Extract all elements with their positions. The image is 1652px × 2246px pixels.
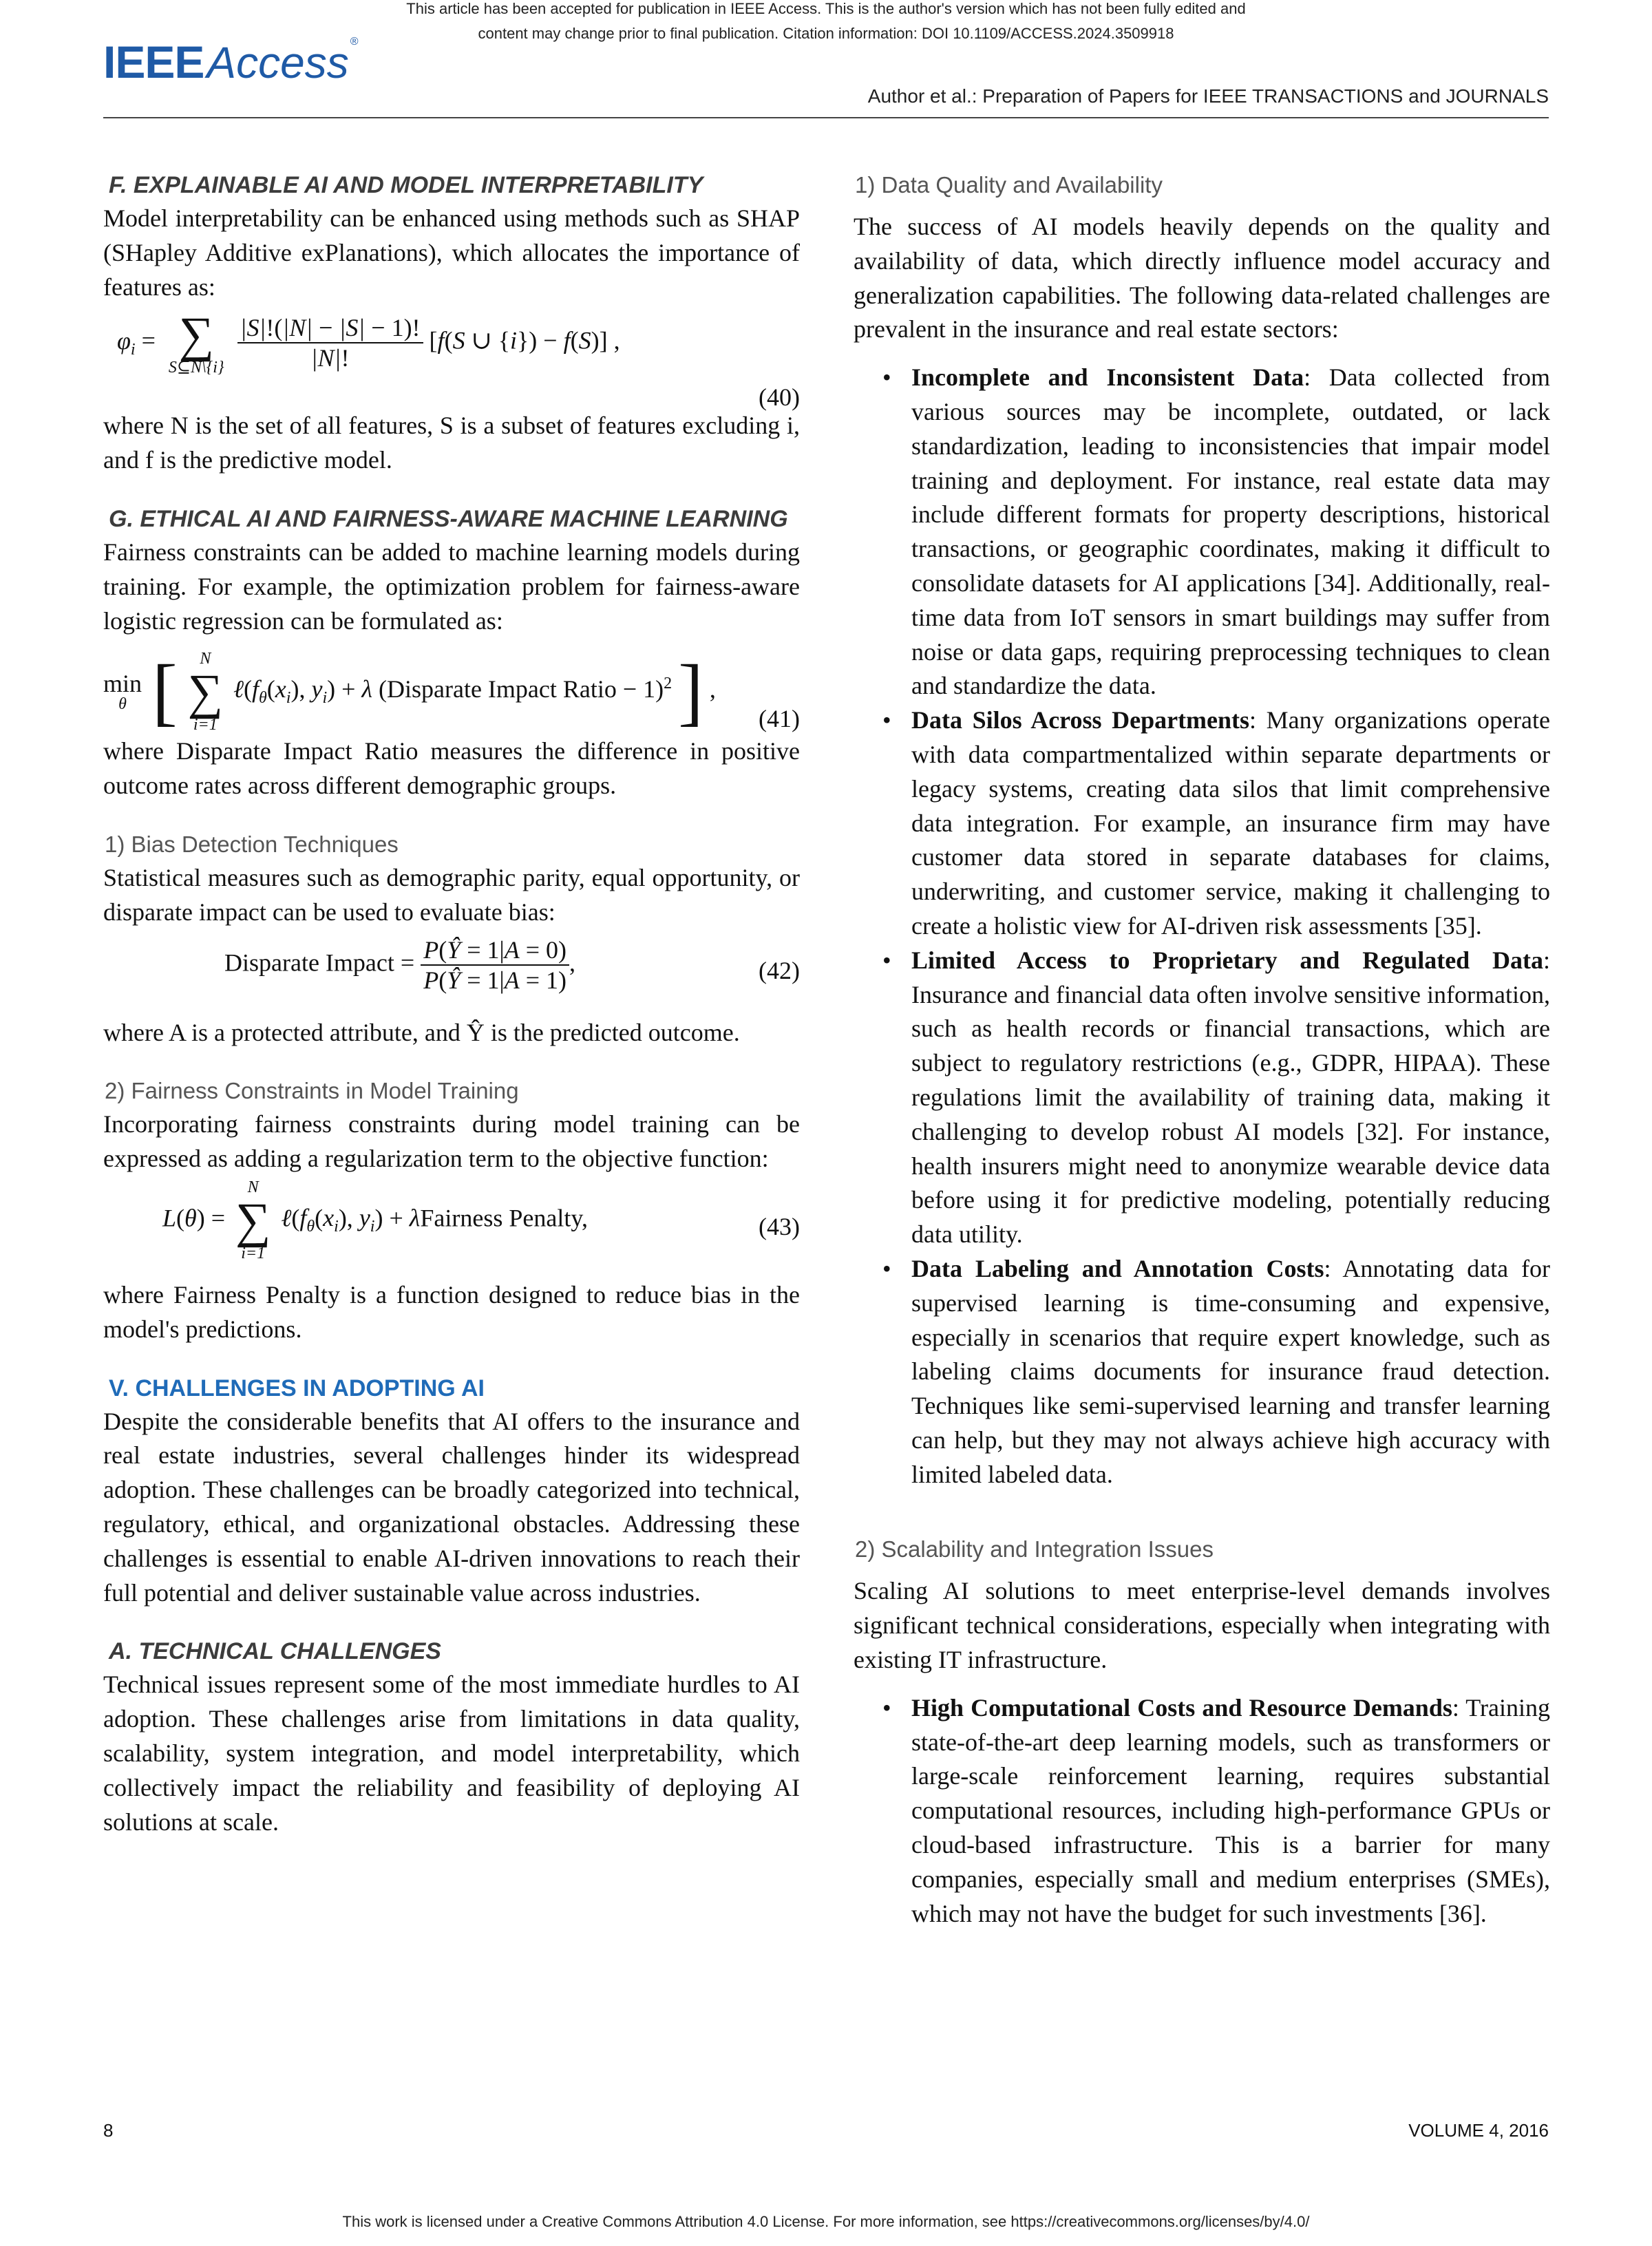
data-quality-bullet-list	[854, 361, 1550, 1492]
bullet-term: High Computational Costs and Resource Demands	[911, 1693, 1452, 1721]
bullet-text: : Insurance and financial data often involve sensitive information, such as health records or financial transactions, which are subject to regulatory restrictions (e.g., GDPR, HIPAA). These regulations limit the availability of training data, making it challenging to develop robust AI models [32]. For instance, health insurers might need to anonymize wearable device data before using it for predictive modeling, potentially reducing data utility.	[911, 946, 1550, 1249]
equation-42-number: (42)	[759, 956, 800, 984]
acceptance-banner-line2: content may change prior to final publication. Citation information: DOI 10.1109/ACCESS.2024.3509918	[478, 25, 1174, 42]
equation-43: L(θ) = N ∑ i=1 $\ell(f_\theta(x_i)$, $y_i$) + λFairness Penalty, (43)	[162, 1178, 800, 1262]
scalability-bullet-list	[854, 1691, 1550, 1931]
equation-43-number: (43)	[759, 1212, 800, 1240]
logo-access-text: Access	[206, 38, 349, 87]
running-head: Author et al.: Preparation of Papers for IEEE TRANSACTIONS and JOURNALS	[867, 85, 1549, 107]
section-f-heading: F. EXPLAINABLE AI AND MODEL INTERPRETABILITY	[109, 172, 703, 198]
section-a-heading: A. TECHNICAL CHALLENGES	[109, 1638, 441, 1665]
equation-42: Disparate Impact = $\frac{P(Ŷ = 1|A = 0)}{P(Ŷ = 1|A = 1)}$ , (42)	[224, 935, 800, 994]
subsection-fairness-constraints-paragraph-1: Incorporating fairness constraints during model training can be expressed as adding a regularization term to the objective function:	[103, 1110, 800, 1173]
section-g-paragraph-1: Fairness constraints can be added to machine learning models during training. For example, the optimization problem for fairness-aware logistic regression can be formulated as:	[103, 538, 800, 635]
volume-label: VOLUME 4, 2016	[1408, 2120, 1549, 2141]
section-v-heading: V. CHALLENGES IN ADOPTING AI	[109, 1375, 485, 1401]
subsection-bias-detection-paragraph-2: where A is a protected attribute, and Ŷ is the predicted outcome.	[103, 1018, 740, 1046]
bullet-text: : Annotating data for supervised learning is time-consuming and expensive, especially in scenarios that require expert knowledge, such as labeling claims documents for insurance fraud detection. Techniques like semi-supervised learning and transfer learning can help, but they may not always achieve high accuracy with limited labeled data.	[911, 1254, 1550, 1488]
list-item	[911, 361, 1550, 703]
page-number: 8	[103, 2120, 114, 2141]
bullet-text: : Data collected from various sources may be incomplete, outdated, or lack standardization, leading to inconsistencies that impair model training and deployment. For instance, real estate data may include different formats for property descriptions, historical transactions, or geographic coordinates, making it difficult to consolidate datasets for AI applications [34]. Additionally, real-time data from IoT sensors in smart buildings may suffer from noise or data gaps, requiring preprocessing techniques to clean and standardize the data.	[911, 363, 1551, 700]
list-item	[911, 944, 1550, 1252]
subsection-bias-detection-paragraph-1: Statistical measures such as demographic parity, equal opportunity, or disparate impact can be used to evaluate bias:	[103, 863, 800, 926]
equation-40-number: (40)	[759, 383, 800, 412]
bullet-term: Data Labeling and Annotation Costs	[911, 1254, 1324, 1282]
logo-trademark: ®	[350, 36, 359, 47]
subsection-bias-detection-heading: 1) Bias Detection Techniques	[105, 831, 399, 857]
list-item	[911, 1252, 1550, 1492]
section-g-heading: G. ETHICAL AI AND FAIRNESS-AWARE MACHINE LEARNING	[109, 505, 788, 532]
subsection-data-quality-heading: 1) Data Quality and Availability	[855, 172, 1163, 198]
ieee-access-logo	[103, 36, 358, 85]
equation-40: $\varphi_i$ = ∑ S⊆N\{i} $\frac{|S|!(|N| - |S| - 1)!}{|N|!}$ [f(S ∪ {i}) − f(S)] , (40)	[117, 307, 800, 412]
section-f-paragraph-2: where N is the set of all features, S is a subset of features excluding i, and f is the predictive model.	[103, 412, 800, 474]
equation-41: min θ [ N ∑ i=1 $\ell(f_\theta(x_i)$, $y_i) + \lambda$ (Disparate Impact Ratio − 1)$^2$ ] , (41)	[103, 649, 800, 734]
logo-ieee-text: IEEE	[103, 36, 204, 87]
subsection-scalability-heading: 2) Scalability and Integration Issues	[855, 1536, 1214, 1562]
bullet-term: Incomplete and Inconsistent Data	[911, 363, 1304, 392]
right-column	[854, 169, 1550, 1931]
section-g-paragraph-2: where Disparate Impact Ratio measures the difference in positive outcome rates across different demographic groups.	[103, 737, 800, 800]
header-rule	[103, 117, 1549, 118]
equation-41-number: (41)	[759, 705, 800, 733]
subsection-data-quality-paragraph-1: The success of AI models heavily depends on the quality and availability of data, which directly influence model accuracy and generalization capabilities. The following data-related challenges are prevalent in the insurance and real estate sectors:	[854, 213, 1550, 343]
subsection-fairness-constraints-heading: 2) Fairness Constraints in Model Training	[105, 1078, 519, 1104]
subsection-scalability-paragraph-1: Scaling AI solutions to meet enterprise-level demands involves significant technical considerations, especially when integrating with existing IT infrastructure.	[854, 1577, 1550, 1674]
subsection-fairness-constraints-paragraph-2: where Fairness Penalty is a function designed to reduce bias in the model's predictions.	[103, 1280, 800, 1343]
list-item	[911, 703, 1550, 944]
section-f-paragraph-1: Model interpretability can be enhanced using methods such as SHAP (SHapley Additive exPlanations), which allocates the importance of features as:	[103, 204, 800, 301]
left-column	[103, 169, 800, 1839]
bullet-text: : Training state-of-the-art deep learning models, such as transformers or large-scale reinforcement learning, requires substantial computational resources, including high-performance GPUs or cloud-based infrastructure. This is a barrier for many companies, especially small and medium enterprises (SMEs), which may not have the budget for such investments [36].	[911, 1693, 1550, 1927]
bullet-text: : Many organizations operate with data compartmentalized within separate departments or legacy systems, creating data silos that limit comprehensive data integration. For example, an insurance firm may have customer data stored in separate databases for claims, underwriting, and customer service, making it challenging to create a holistic view for AI-driven risk assessments [35].	[911, 706, 1550, 940]
acceptance-banner-line1: This article has been accepted for publication in IEEE Access. This is the author's version which has not been fully edited and	[406, 0, 1246, 17]
license-footer: This work is licensed under a Creative Commons Attribution 4.0 License. For more information, see https://creativecommons.org/licenses/by/4.0/	[342, 2213, 1310, 2230]
bullet-term: Limited Access to Proprietary and Regulated Data	[911, 946, 1543, 974]
bullet-term: Data Silos Across Departments	[911, 706, 1250, 734]
list-item	[911, 1691, 1550, 1931]
section-v-paragraph-1: Despite the considerable benefits that AI offers to the insurance and real estate industries, several challenges hinder its widespread adoption. These challenges can be broadly categorized into technical, regulatory, ethical, and organizational obstacles. Addressing these challenges is essential to enable AI-driven innovations to reach their full potential and deliver sustainable value across industries.	[103, 1407, 800, 1607]
section-a-paragraph-1: Technical issues represent some of the most immediate hurdles to AI adoption. These challenges arise from limitations in data quality, scalability, system integration, and model interpretability, which collectively impact the reliability and feasibility of deploying AI solutions at scale.	[103, 1671, 800, 1836]
